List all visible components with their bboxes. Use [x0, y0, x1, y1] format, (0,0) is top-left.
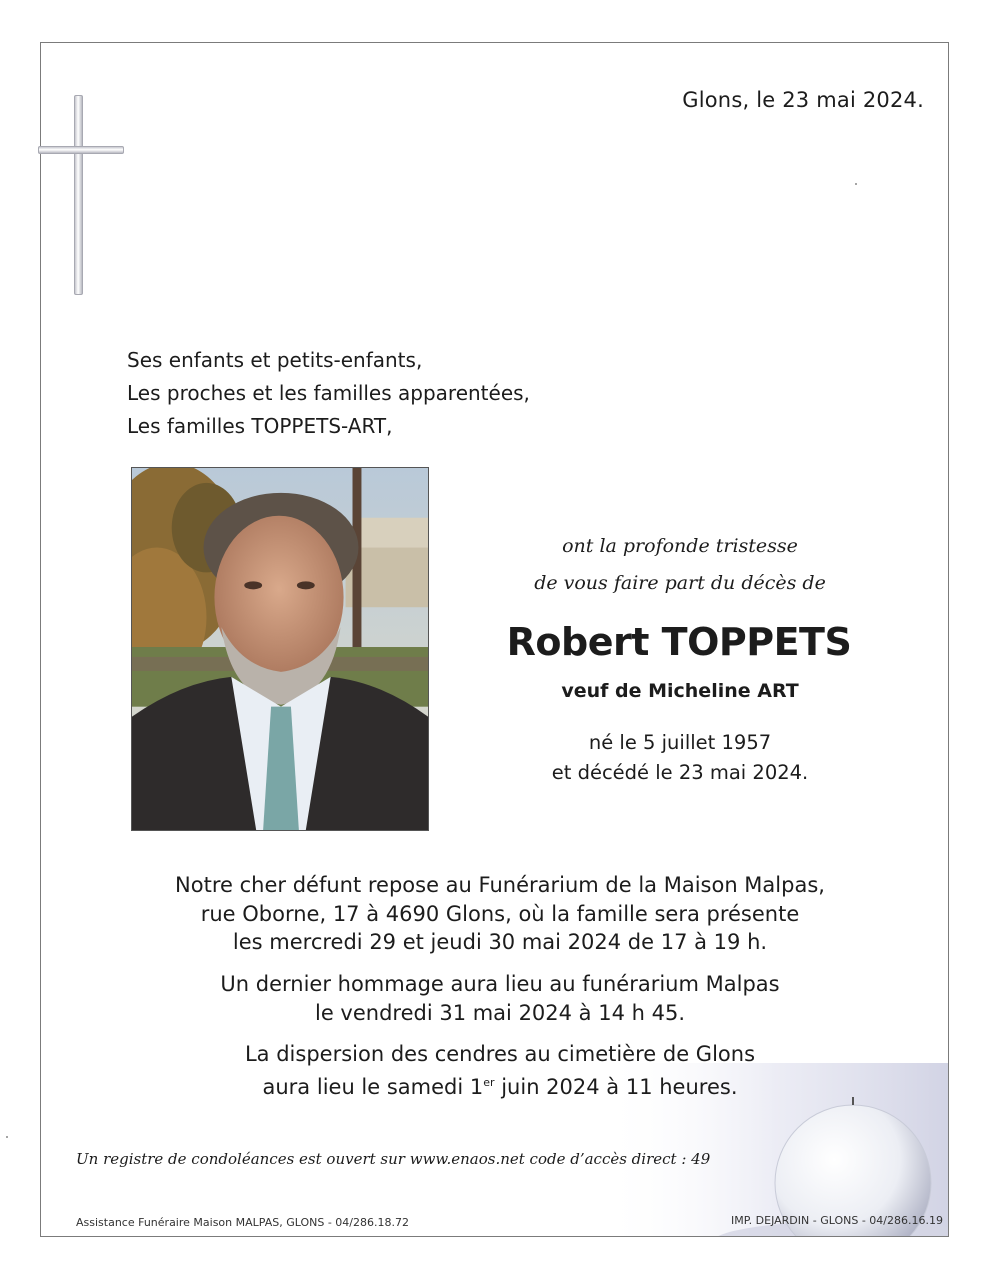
family-line: Les proches et les familles apparentées,	[127, 381, 530, 405]
ashes-paragraph	[90, 1040, 910, 1101]
scan-speck	[6, 1136, 8, 1138]
funeral-home-footer: Assistance Funéraire Maison MALPAS, GLONS - 04/286.18.72	[76, 1216, 409, 1229]
family-line: Ses enfants et petits-enfants,	[127, 348, 423, 372]
notice-text: juin 2024 à 11 heures.	[494, 1074, 738, 1099]
printer-footer: IMP. DEJARDIN - GLONS - 04/286.16.19	[731, 1214, 943, 1227]
cross-icon	[38, 95, 122, 295]
notice-line: Un dernier hommage aura lieu au funérarium Malpas	[220, 972, 780, 996]
notice-line	[90, 1069, 910, 1102]
notice-line: La dispersion des cendres au cimetière de Glons	[244, 1042, 756, 1066]
scan-speck	[855, 183, 857, 185]
deceased-name: Robert TOPPETS	[506, 620, 852, 664]
condolence-registry: Un registre de condoléances est ouvert sur www.enaos.net code d’accès direct : 49	[76, 1150, 711, 1168]
birth-date: né le 5 juillet 1957	[588, 731, 772, 754]
intro-line: ont la profonde tristesse	[562, 535, 798, 557]
ordinal-suffix: er	[483, 1075, 495, 1089]
notice-line: le vendredi 31 mai 2024 à 14 h 45.	[314, 1000, 686, 1025]
place-date: Glons, le 23 mai 2024.	[682, 88, 924, 112]
announcement-intro	[480, 528, 880, 602]
portrait-photo	[131, 467, 429, 831]
notice-text: aura lieu le samedi 1	[262, 1074, 484, 1099]
visitation-paragraph	[90, 871, 910, 957]
life-dates	[480, 728, 880, 788]
notice-line: rue Oborne, 17 à 4690 Glons, où la famille sera présente	[200, 901, 800, 926]
spouse-line: veuf de Micheline ART	[561, 680, 799, 702]
death-date: et décédé le 23 mai 2024.	[551, 761, 809, 784]
tribute-paragraph	[90, 970, 910, 1027]
intro-line: de vous faire part du décès de	[534, 572, 826, 594]
notice-line: Notre cher défunt repose au Funérarium de la Maison Malpas,	[175, 873, 825, 897]
family-line: Les familles TOPPETS-ART,	[127, 414, 393, 438]
family-list	[127, 344, 530, 443]
notice-line: les mercredi 29 et jeudi 30 mai 2024 de 17 à 19 h.	[232, 930, 768, 954]
